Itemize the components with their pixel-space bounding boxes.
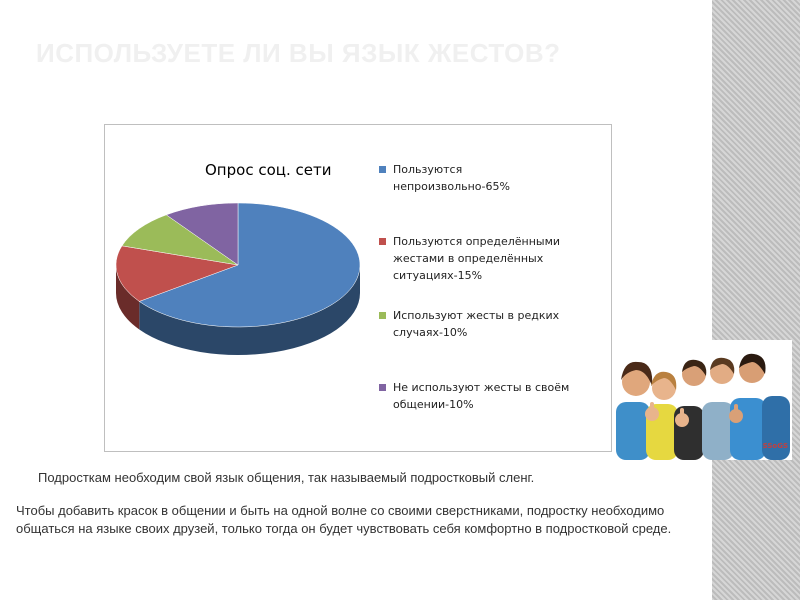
legend-swatch-2 [379, 238, 386, 245]
legend-label-4: Не используют жесты в своём общении-10% [393, 381, 570, 411]
chart-title: Опрос соц. сети [205, 161, 332, 179]
decorative-side-strip [712, 0, 800, 600]
body-text-1: Подросткам необходим свой язык общения, так называемый подростковый сленг. [38, 470, 535, 485]
slide-title: ИСПОЛЬЗУЕТЕ ЛИ ВЫ ЯЗЫК ЖЕСТОВ? [36, 38, 561, 68]
body-text-2: Чтобы добавить красок в общении и быть на одной волне со своими сверстниками, подростку необходимо общаться на языке своих друзей, только тогда он будет чувствовать себя комфортно в подростковой среде. [16, 503, 672, 536]
legend-label-1: Пользуются непроизвольно-65% [393, 163, 510, 193]
legend-label-3: Используют жесты в редких случаях-10% [393, 309, 560, 339]
legend-swatch-1 [379, 166, 386, 173]
teenagers-thumbs-up-photo [612, 340, 792, 460]
photo-watermark: SSoGS [762, 442, 788, 450]
chart-frame [104, 124, 612, 452]
legend-swatch-3 [379, 312, 386, 319]
legend-swatch-4 [379, 384, 386, 391]
legend-label-2: Пользуются определёнными жестами в определённых ситуациях-15% [393, 235, 561, 282]
